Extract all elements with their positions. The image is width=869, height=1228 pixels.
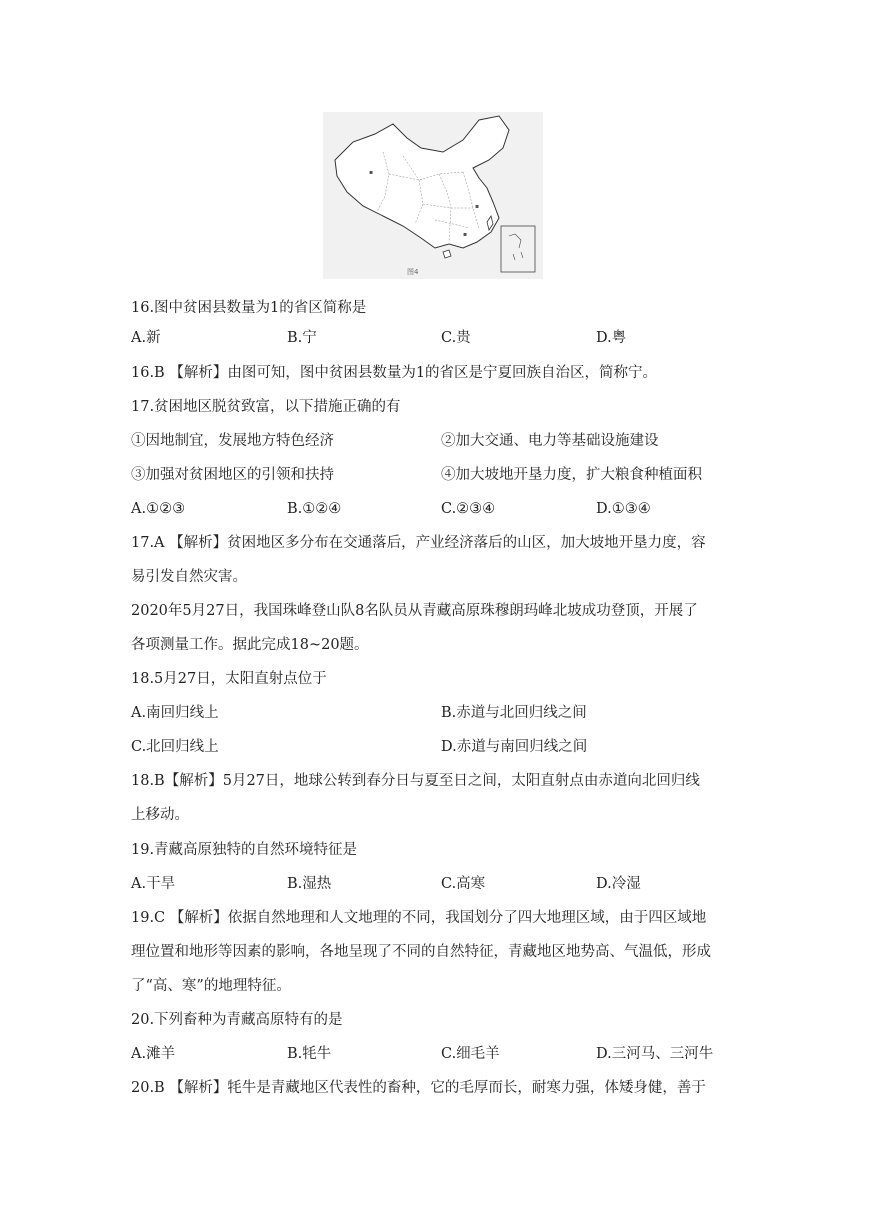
q16-option-c: C.贵 [441,330,471,346]
q17-answer-line-1: 17.A 【解析】贫困地区多分布在交通落后，产业经济落后的山区，加大坡地开垦力度，容 [131,535,706,551]
q18-stem: 18.5月27日，太阳直射点位于 [131,671,327,687]
q16-option-a: A.新 [131,330,161,346]
q19-option-b: B.湿热 [287,876,332,892]
q17-option-a: A.①②③ [131,501,186,517]
hainan-outline [443,250,451,258]
q19-answer-line-1: 19.C 【解析】依据自然地理和人文地理的不同，我国划分了四大地理区域，由于四区域地 [131,910,707,926]
q17-item-2: ②加大交通、电力等基础设施建设 [441,433,659,449]
svg-text:▪: ▪ [463,231,468,238]
q17-option-c: C.②③④ [441,501,496,517]
q17-answer-line-2: 易引发自然灾害。 [131,569,247,585]
china-map-image [323,112,543,279]
q17-item-4: ④加大坡地开垦力度，扩大粮食种植面积 [441,467,702,483]
q20-option-a: A.滩羊 [131,1046,176,1062]
q18-option-c: C.北回归线上 [131,739,219,755]
q18-answer-line-1: 18.B【解析】5月27日，地球公转到春分日与夏至日之间，太阳直射点由赤道向北回归线 [131,773,700,789]
q20-option-c: C.细毛羊 [441,1046,500,1062]
q20-option-b: B.牦牛 [287,1046,332,1062]
q20-option-d: D.三河马、三河牛 [596,1046,714,1062]
q17-option-d: D.①③④ [596,501,651,517]
q19-option-c: C.高寒 [441,876,486,892]
q17-option-b: B.①②④ [287,501,342,517]
q19-option-d: D.冷湿 [596,876,641,892]
map-caption: 图4 [407,268,419,276]
china-map-figure [323,112,543,279]
passage-line-2: 各项测量工作。据此完成18~20题。 [131,637,369,653]
svg-text:▪: ▪ [369,169,374,176]
q18-option-b: B.赤道与北回归线之间 [441,705,587,721]
q16-option-d: D.粤 [596,330,627,346]
q19-option-a: A.干旱 [131,876,176,892]
q17-item-1: ①因地制宜，发展地方特色经济 [131,433,334,449]
q16-stem: 16.图中贫困县数量为1的省区简称是 [131,300,367,316]
svg-text:▪: ▪ [475,203,480,210]
q18-option-a: A.南回归线上 [131,705,219,721]
q20-stem: 20.下列畜种为青藏高原特有的是 [131,1012,343,1028]
q19-stem: 19.青藏高原独特的自然环境特征是 [131,842,358,858]
q18-answer-line-2: 上移动。 [131,807,189,823]
q16-option-b: B.宁 [287,330,317,346]
q19-answer-line-3: 了“高、寒”的地理特征。 [131,978,291,994]
q16-answer: 16.B 【解析】由图可知，图中贫困县数量为1的省区是宁夏回族自治区，简称宁。 [131,365,658,381]
passage-line-1: 2020年5月27日，我国珠峰登山队8名队员从青藏高原珠穆朗玛峰北坡成功登顶，开展了 [131,603,698,619]
q17-item-3: ③加强对贫困地区的引领和扶持 [131,467,334,483]
q18-option-d: D.赤道与南回归线之间 [441,739,588,755]
q17-stem: 17.贫困地区脱贫致富，以下措施正确的有 [131,399,401,415]
q19-answer-line-2: 理位置和地形等因素的影响，各地呈现了不同的自然特征，青藏地区地势高、气温低，形成 [131,944,711,960]
q20-answer: 20.B 【解析】牦牛是青藏地区代表性的畜种，它的毛厚而长，耐寒力强，体矮身健，善于 [131,1080,706,1096]
